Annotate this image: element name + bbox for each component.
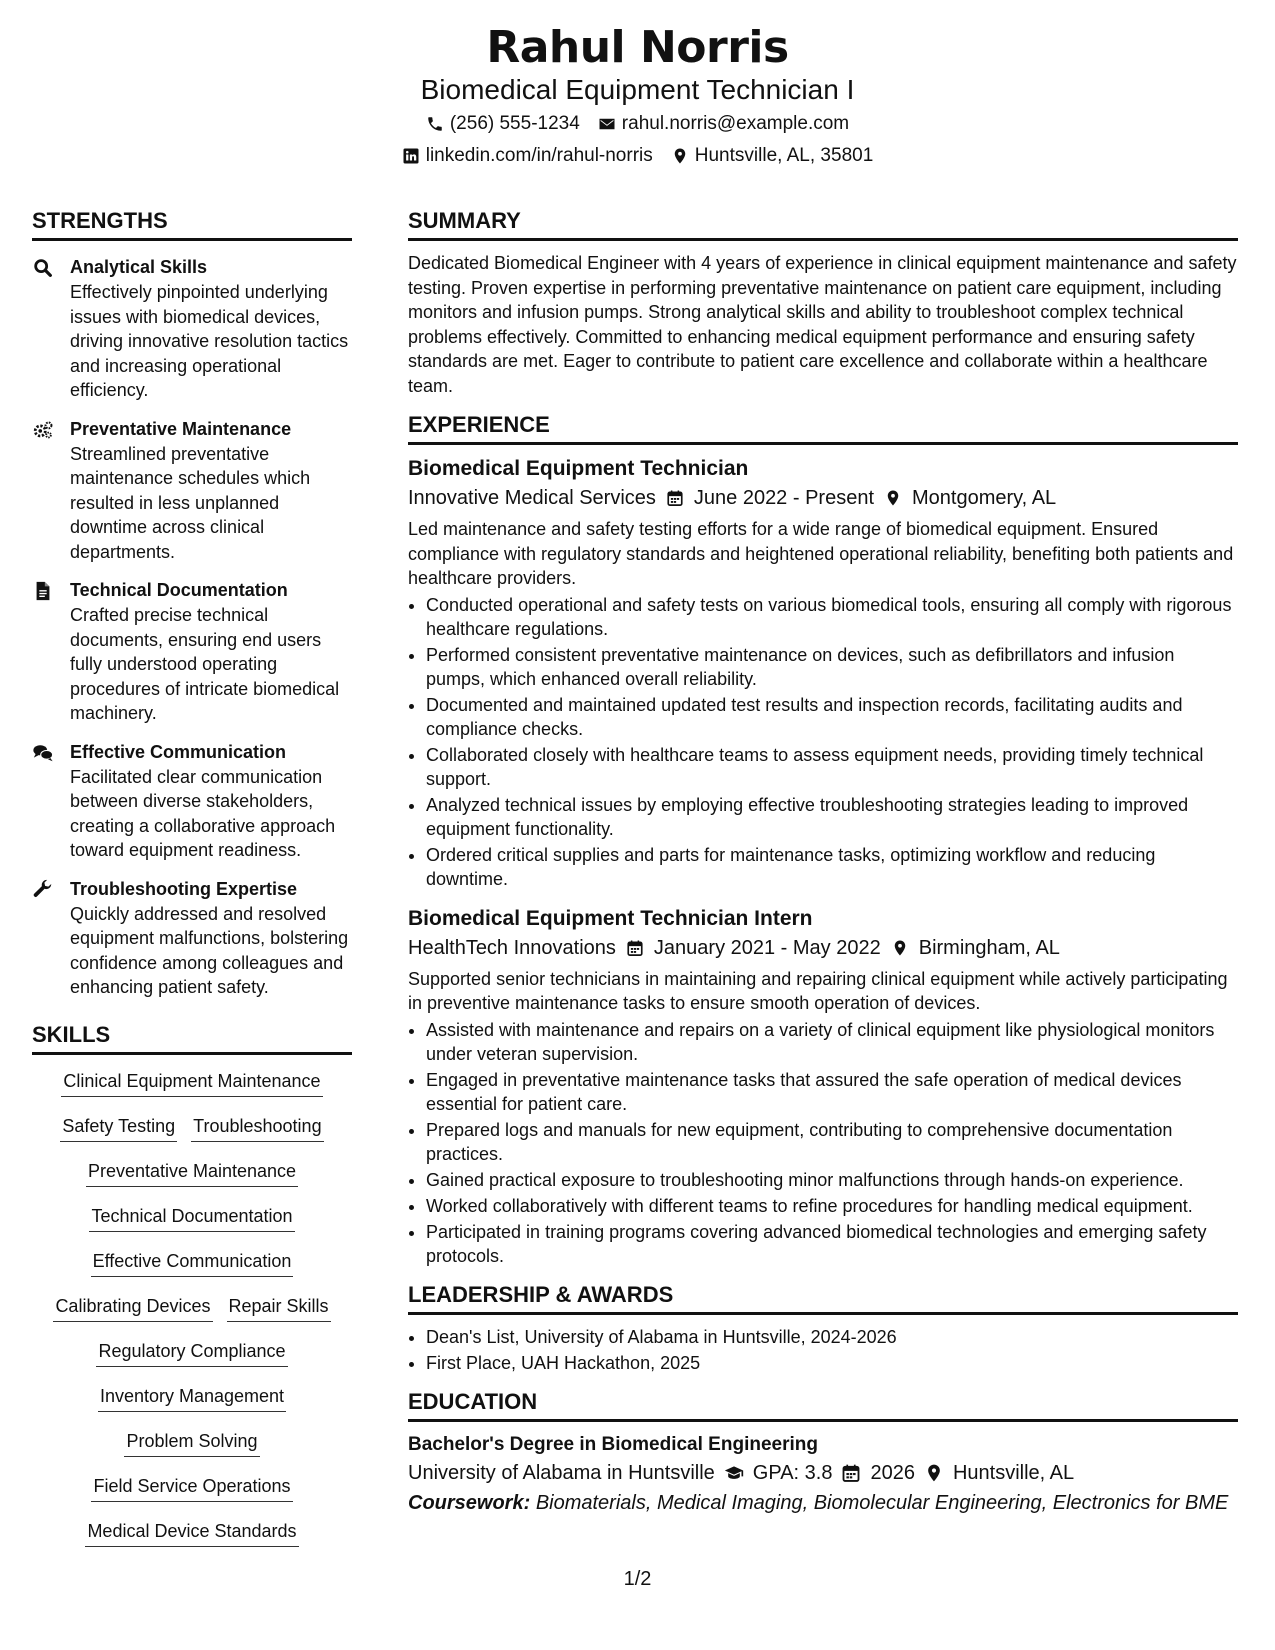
- list-item: • Assisted with maintenance and repairs on a variety of clinical equipment like physiological monitors under veteran supervision.: [426, 1018, 1238, 1066]
- map-pin-icon: [884, 489, 902, 507]
- candidate-title: Biomedical Equipment Technician I: [420, 74, 855, 105]
- job-bullets: [408, 1018, 1238, 1268]
- list-item: • Prepared logs and manuals for new equipment, contributing to comprehensive documentation practices.: [426, 1118, 1238, 1166]
- strength-item: [32, 740, 352, 863]
- wrench-icon: [32, 879, 54, 901]
- job-entry: [408, 455, 1238, 891]
- strength-title: Effective Communication: [70, 741, 287, 762]
- skills-heading: SKILLS: [32, 1022, 352, 1055]
- linkedin-icon: [402, 147, 420, 165]
- strength-title: Preventative Maintenance: [70, 418, 292, 439]
- list-item: • Conducted operational and safety tests on various biomedical tools, ensuring all comply with rigorous healthcare regulations.: [426, 593, 1238, 641]
- job-location: Montgomery, AL: [912, 487, 1057, 509]
- list-item: • Gained practical exposure to troubleshooting minor malfunctions through hands-on experience.: [426, 1168, 1238, 1192]
- job-meta: [408, 483, 1238, 513]
- education-heading: EDUCATION: [408, 1389, 1238, 1422]
- graduation-cap-icon: [724, 1463, 744, 1483]
- strength-item: [32, 877, 352, 1000]
- job-dates: June 2022 - Present: [693, 487, 875, 509]
- linkedin-text: linkedin.com/in/rahul-norris: [425, 145, 653, 166]
- calendar-icon: [841, 1463, 861, 1483]
- right-column: [408, 208, 1238, 1518]
- skill-tag: Technical Documentation: [89, 1204, 294, 1232]
- education-meta: [408, 1458, 1238, 1488]
- skill-tag: Repair Skills: [227, 1294, 331, 1322]
- strength-title: Technical Documentation: [70, 580, 288, 600]
- skills-list: [32, 1069, 352, 1547]
- candidate-name: Rahul Norris: [486, 22, 789, 73]
- skill-tag: Inventory Management: [98, 1384, 286, 1412]
- job-meta: [408, 933, 1238, 963]
- document-icon: [32, 580, 54, 602]
- comments-icon: [32, 742, 54, 764]
- gears-icon: [32, 419, 54, 441]
- list-item: • Worked collaboratively with different teams to refine procedures for handling medical equipment.: [426, 1194, 1238, 1218]
- map-pin-icon: [924, 1463, 944, 1483]
- strength-item: [32, 255, 352, 403]
- contact-row-1: [0, 113, 1275, 135]
- leadership-heading: LEADERSHIP & AWARDS: [408, 1282, 1238, 1315]
- job-company: HealthTech Innovations: [408, 936, 616, 959]
- job-bullets: [408, 593, 1238, 891]
- job-location: Birmingham, AL: [918, 936, 1060, 959]
- skill-tag: Effective Communication: [91, 1249, 294, 1277]
- search-icon: [32, 257, 54, 279]
- strength-item: [32, 417, 352, 565]
- strength-desc: Crafted precise technical documents, ensuring end users fully understood operating procedures of intricate biomedical machinery.: [70, 605, 340, 723]
- degree-title: Bachelor's Degree in Biomedical Engineering: [408, 1433, 818, 1455]
- skill-tag: Problem Solving: [124, 1429, 259, 1457]
- list-item: • Analyzed technical issues by employing effective troubleshooting strategies leading to improved equipment functionality.: [426, 793, 1238, 841]
- phone-item[interactable]: [426, 113, 580, 135]
- job-dates: January 2021 - May 2022: [653, 936, 881, 959]
- coursework: [408, 1488, 1238, 1518]
- skill-tag: Regulatory Compliance: [96, 1339, 287, 1367]
- job-description: Supported senior technicians in maintaining and repairing clinical equipment while actively participating in preventive maintenance tasks to ensure smooth operation of devices.: [408, 968, 1228, 1013]
- school-location: Huntsville, AL: [952, 1461, 1075, 1484]
- summary-text: Dedicated Biomedical Engineer with 4 years of experience in clinical equipment maintenance and safety testing. Proven expertise in performing preventative maintenance on patient care equipment, including monitors and infusion pumps. Strong analytical skills and ability to troubleshoot complex technical problems effectively. Committed to enhancing medical equipment performance and ensuring safety standards are met. Eager to contribute to patient care excellence and collaborate within a healthcare team.: [408, 253, 1237, 396]
- list-item: • Documented and maintained updated test results and inspection records, facilitating audits and compliance checks.: [426, 693, 1238, 741]
- strength-desc: Facilitated clear communication between diverse stakeholders, creating a collaborative approach toward equipment readiness.: [70, 766, 336, 860]
- list-item: • Ordered critical supplies and parts for maintenance tasks, optimizing workflow and reducing downtime.: [426, 843, 1238, 891]
- left-column: [32, 208, 352, 1564]
- skill-tag: Clinical Equipment Maintenance: [61, 1069, 322, 1097]
- location-text: Huntsville, AL, 35801: [694, 145, 874, 166]
- list-item: • Performed consistent preventative maintenance on devices, such as defibrillators and infusion pumps, which enhanced overall reliability.: [426, 643, 1238, 691]
- page-number: 1/2: [623, 1568, 652, 1590]
- experience-heading: EXPERIENCE: [408, 412, 1238, 445]
- school-name: University of Alabama in Huntsville: [408, 1461, 715, 1484]
- strengths-list: [32, 255, 352, 1000]
- skill-tag: Safety Testing: [60, 1114, 177, 1142]
- calendar-icon: [666, 489, 684, 507]
- job-entry: [408, 905, 1238, 1268]
- job-description: Led maintenance and safety testing efforts for a wide range of biomedical equipment. Ensured compliance with regulatory standards and heightened operational reliability, benefiting both patients and healthcare providers.: [408, 519, 1234, 588]
- job-company: Innovative Medical Services: [408, 487, 656, 509]
- map-pin-icon: [671, 147, 689, 165]
- summary-heading: SUMMARY: [408, 208, 1238, 241]
- job-title: Biomedical Equipment Technician: [408, 457, 749, 480]
- strength-item: [32, 578, 352, 726]
- strength-title: Troubleshooting Expertise: [70, 878, 298, 899]
- strength-desc: Effectively pinpointed underlying issues with biomedical devices, driving innovative resolution tactics and increasing operational efficiency.: [70, 282, 349, 400]
- graduation-year: 2026: [870, 1461, 915, 1484]
- location-item: [671, 145, 874, 167]
- skill-tag: Preventative Maintenance: [86, 1159, 298, 1187]
- strength-desc: Streamlined preventative maintenance schedules which resulted in less unplanned downtime across clinical departments.: [70, 443, 311, 562]
- skill-tag: Field Service Operations: [91, 1474, 292, 1502]
- skill-tag: Medical Device Standards: [85, 1519, 298, 1547]
- leadership-list: [408, 1325, 1238, 1375]
- strengths-heading: STRENGTHS: [32, 208, 352, 241]
- strength-desc: Quickly addressed and resolved equipment malfunctions, bolstering confidence among colleagues and enhancing patient safety.: [70, 903, 349, 997]
- calendar-icon: [626, 939, 644, 957]
- email-item[interactable]: [598, 113, 849, 135]
- envelope-icon: [598, 115, 616, 133]
- gpa: GPA: 3.8: [752, 1461, 833, 1484]
- coursework-label: Coursework:: [408, 1491, 531, 1514]
- linkedin-item[interactable]: [402, 145, 653, 167]
- list-item: • Collaborated closely with healthcare teams to assess equipment needs, providing timely technical support.: [426, 743, 1238, 791]
- skill-tag: Troubleshooting: [191, 1114, 323, 1142]
- phone-icon: [426, 115, 444, 133]
- skill-tag: Calibrating Devices: [53, 1294, 212, 1322]
- list-item: • Dean's List, University of Alabama in Huntsville, 2024-2026: [426, 1325, 1238, 1349]
- contact-row-2: [0, 145, 1275, 167]
- email-text: rahul.norris@example.com: [621, 113, 850, 134]
- strength-title: Analytical Skills: [70, 257, 208, 277]
- list-item: • Engaged in preventative maintenance tasks that assured the safe operation of medical devices essential for patient care.: [426, 1068, 1238, 1116]
- list-item: • First Place, UAH Hackathon, 2025: [426, 1351, 1238, 1375]
- list-item: • Participated in training programs covering advanced biomedical technologies and emerging safety protocols.: [426, 1220, 1238, 1268]
- map-pin-icon: [891, 939, 909, 957]
- job-title: Biomedical Equipment Technician Intern: [408, 906, 813, 930]
- phone-text: (256) 555-1234: [449, 113, 580, 134]
- coursework-text: Biomaterials, Medical Imaging, Biomolecular Engineering, Electronics for BME: [535, 1491, 1229, 1514]
